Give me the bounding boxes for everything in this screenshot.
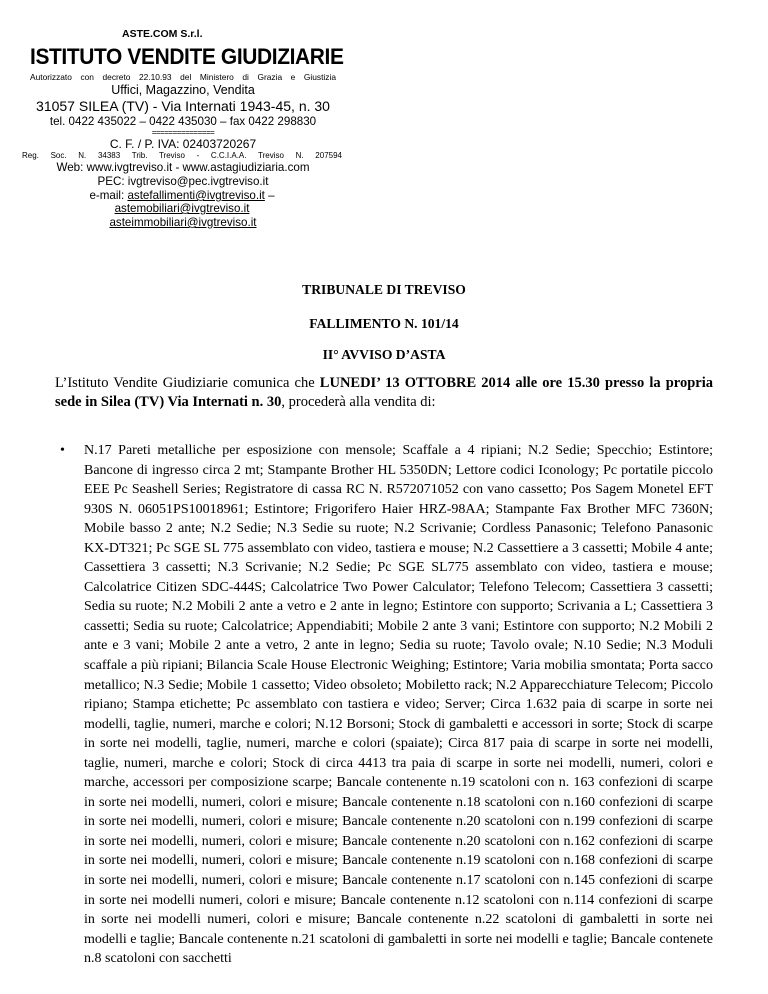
- intro-end: , procederà alla vendita di:: [281, 394, 436, 410]
- bullet-icon: •: [60, 443, 65, 458]
- address-line: 31057 SILEA (TV) - Via Internati 1943-45, n. 30: [36, 98, 330, 114]
- phone-line: tel. 0422 435022 – 0422 435030 – fax 0422 298830: [49, 115, 317, 128]
- notice-title: II° AVVISO D’ASTA: [322, 347, 446, 362]
- email-separator: –: [264, 189, 275, 202]
- email-line: [22, 189, 342, 215]
- email-link-immobiliari[interactable]: asteimmobiliari@ivgtreviso.it: [109, 216, 257, 229]
- email-line-2: [30, 216, 336, 229]
- list-item: [60, 441, 713, 969]
- authorization-line: Autorizzato con decreto 22.10.93 del Ministero di Grazia e Giustizia: [30, 72, 336, 82]
- email-label: e-mail:: [89, 189, 128, 202]
- pec-line: PEC: ivgtreviso@pec.ivgtreviso.it: [97, 175, 269, 188]
- company-name: ASTE.COM S.r.l.: [122, 28, 203, 40]
- items-text: N.17 Pareti metalliche per esposizione con mensole; Scaffale a 4 ripiani; N.2 Sedie; Specchio; Estintore; Bancone di ingresso circa 2 mt; Stampante Brother HL 5350DN; Lettore codici Iconology; Pc portatile piccolo EEE Pc Seashell Series; Registratore di cassa RC N. R572071052 con vano cassetto; Pos Sagem Monetel EFT 930S N. 06051PS10018961; Estintore; Frigorifero Haier HRZ-98AA; Stampante Fax Brother MFC 7360N; Mobile basso 2 ante; N.2 Sedie; N.3 Sedie su ruote; N.2 Scrivanie; Cordless Panasonic; Telefono Panasonic KX-DT321; Pc SGE SL 775 assemblato con video, tastiera e mouse; N.2 Cassettiere a 3 cassetti; Mobile 4 ante; Cassettiera 3 cassetti; N.3 Scrivanie; N.2 Sedie; Pc SGE SL775 assemblato con video, tastiera e mouse; Calcolatrice Citizen SDC-444S; Calcolatrice Two Power Calculator; Telefono Telecom; Cassettiera 3 cassetti; Sedia su ruote; N.2 Mobili 2 ante a vetro e 2 ante in legno; Estintore con supporto; Scrivania a L; Cassettiera 3 cassetti; Sedia su ruote; Calcolatrice; Appendiabiti; Mobile 2 ante 3 vani; Estintore con supporto; N.2 Mobili 2 ante e 3 vani; Mobile 2 ante a vetro, 2 ante in legno; Sedia su ruote; Tavolo ovale; N.10 Sedie; N.3 Moduli scaffale a più ripiani; Bilancia Scale House Electronic Weighing; Estintore; Varia mobilia smontata; Porta sacco metallico; N.3 Sedie; Mobile 1 cassetto; Video obsoleto; Mobiletto rack; N.2 Apparecchiature Telecom; Piccolo ripiano; Stampa etichette; Pc assemblato con tastiera e video; Server; Circa 1.632 paia di scarpe in sorte nei modelli, taglie, numeri, marche e colori; N.12 Borsoni; Stock di gambaletti e accessori in sorte; Stock di scarpe in sorte nei modelli, taglie, numeri, marche e colori (spaiate); Circa 817 paia di scarpe in sorte nei modelli, taglie, numeri, marche e colori; Stock di circa 4413 tra paia di scarpe in sorte nei modelli, numeri, colori e marche, accessori per composizione scarpe; Bancale contenente n.19 scatoloni con n. 163 confezioni di scarpe in sorte nei modelli, numeri, colori e misure; Bancale contenente n.18 scatoloni con n.160 confezioni di scarpe in sorte nei modelli, numeri, colori e misure; Bancale contenente n.20 scatoloni con n.199 confezioni di scarpe in sorte nei modelli, numeri, colori e misure; Bancale contenente n.20 scatoloni con n.162 confezioni di scarpe in sorte nei modelli, numeri, colori e misure; Bancale contenente n.19 scatoloni con n.168 confezioni di scarpe in sorte nei modelli, numeri, colori e misure; Bancale contenente n.17 scatoloni con n.145 confezioni di scarpe in sorte nei modelli numeri, colori e misure; Bancale contenente n.12 scatoloni con n.114 confezioni di scarpe in sorte nei modelli numeri, colori e misure; Bancale contenente n.22 scatoloni di gambaletti in sorte nei modelli e taglie; Bancale contenente n.21 scatoloni di gambaletti in sorte nei modelli e taglie; Bancale contenete n.8 scatoloni con sacchetti: [84, 443, 713, 967]
- web-line: Web: www.ivgtreviso.it - www.astagiudiziaria.com: [56, 161, 310, 174]
- letterhead: [22, 28, 350, 229]
- registry-line: Reg. Soc. N. 34383 Trib. Treviso - C.C.I.A.A. Treviso N. 207594: [22, 151, 342, 160]
- offices-line: Uffici, Magazzino, Vendita: [111, 83, 255, 97]
- email-link-mobiliari[interactable]: astemobiliari@ivgtreviso.it: [114, 202, 250, 215]
- separator-line: ===============: [151, 128, 215, 137]
- institute-name: ISTITUTO VENDITE GIUDIZIARIE: [30, 44, 344, 69]
- intro-start: L’Istituto Vendite Giudiziarie comunica che: [55, 375, 320, 391]
- email-link-fallimenti[interactable]: astefallimenti@ivgtreviso.it: [127, 189, 265, 202]
- intro-paragraph: [55, 374, 713, 412]
- intro-date-place: LUNEDI’ 13 OTTOBRE 2014 alle ore 15.30 presso la propria sede in Silea (TV) Via Internati n. 30: [55, 375, 713, 410]
- vat-line: C. F. / P. IVA: 02403720267: [109, 137, 257, 151]
- court-heading: TRIBUNALE DI TREVISO: [302, 282, 466, 297]
- case-heading: FALLIMENTO N. 101/14: [309, 316, 459, 331]
- items-list: [60, 441, 713, 969]
